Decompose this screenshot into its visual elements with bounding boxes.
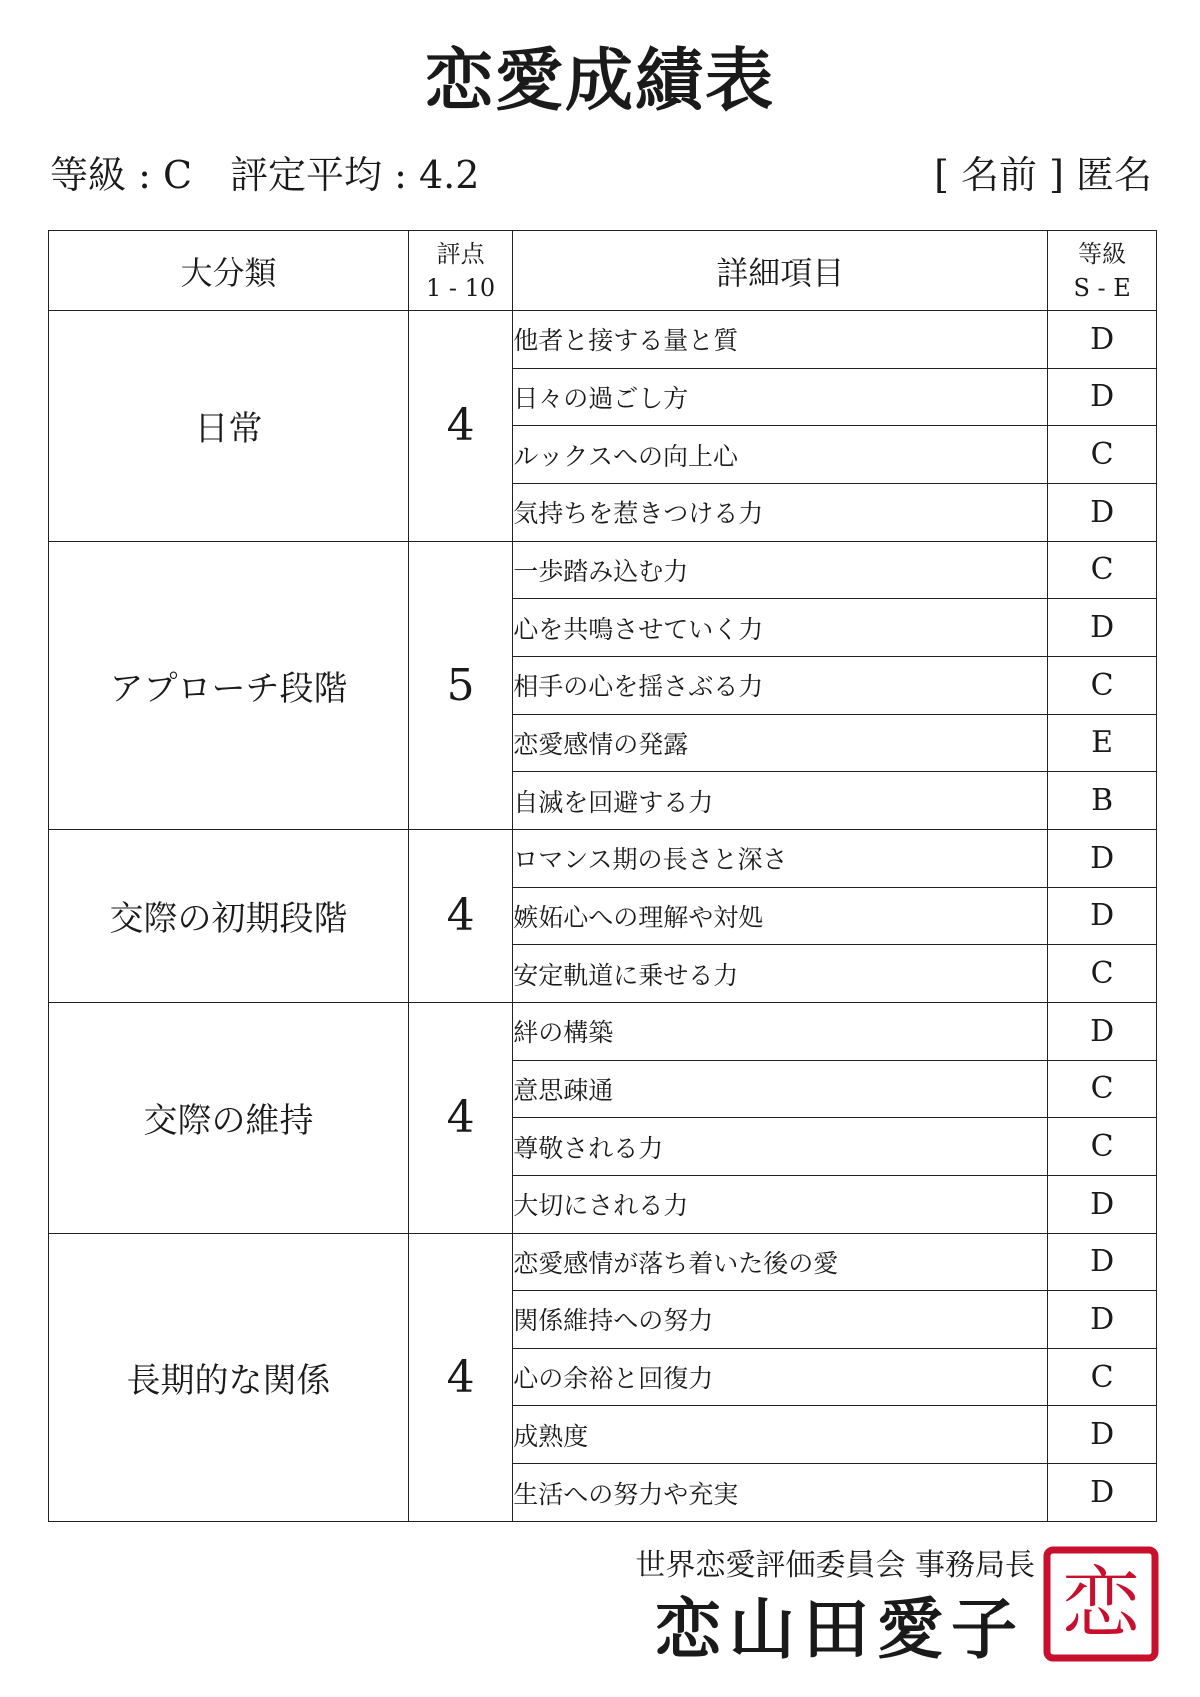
grade-cell: B	[1048, 772, 1157, 830]
grade-cell: C	[1048, 1348, 1157, 1406]
grade-cell: E	[1048, 714, 1157, 772]
grade-cell: D	[1048, 1175, 1157, 1233]
detail-item-cell: 一歩踏み込む力	[513, 541, 1048, 599]
detail-item-cell: 自滅を回避する力	[513, 772, 1048, 830]
table-row	[49, 1002, 1157, 1060]
category-cell: 長期的な関係	[49, 1233, 409, 1522]
detail-item-cell: ルックスへの向上心	[513, 426, 1048, 484]
score-cell: 4	[408, 829, 512, 1002]
overall-grade: 等級 : C	[50, 153, 193, 197]
grade-cell: C	[1048, 1118, 1157, 1176]
table-row	[49, 311, 1157, 369]
detail-item-cell: 恋愛感情の発露	[513, 714, 1048, 772]
grade-cell: D	[1048, 368, 1157, 426]
grade-cell: D	[1048, 829, 1157, 887]
header-score-title: 評点	[436, 239, 485, 268]
grade-cell: D	[1048, 483, 1157, 541]
header-detail: 詳細項目	[513, 231, 1048, 311]
grade-cell: C	[1048, 945, 1157, 1003]
header-grade	[1048, 231, 1157, 311]
grade-cell: C	[1048, 656, 1157, 714]
grade-cell: D	[1048, 887, 1157, 945]
table-row	[49, 1233, 1157, 1291]
grade-table	[48, 230, 1157, 1522]
table-row	[49, 541, 1157, 599]
seal-char: 恋	[1061, 1559, 1141, 1649]
table-row	[49, 829, 1157, 887]
category-cell: 日常	[49, 311, 409, 542]
detail-item-cell: 心を共鳴させていく力	[513, 599, 1048, 657]
grade-table-body	[49, 311, 1157, 1522]
grade-cell: C	[1048, 426, 1157, 484]
score-cell: 4	[408, 311, 512, 542]
category-cell: 交際の維持	[49, 1002, 409, 1233]
grade-cell: D	[1048, 1291, 1157, 1349]
detail-item-cell: 嫉妬心への理解や対処	[513, 887, 1048, 945]
detail-item-cell: 関係維持への努力	[513, 1291, 1048, 1349]
header-row	[49, 231, 1157, 311]
detail-item-cell: 心の余裕と回復力	[513, 1348, 1048, 1406]
name-field: [ 名前 ] 匿名	[934, 153, 1152, 197]
score-cell: 5	[408, 541, 512, 829]
average-score: 評定平均 : 4.2	[230, 153, 480, 197]
header-category: 大分類	[49, 231, 409, 311]
category-cell: アプローチ段階	[49, 541, 409, 829]
signature: 恋山田愛子	[655, 1591, 1025, 1668]
grade-cell: D	[1048, 1464, 1157, 1522]
detail-item-cell: 他者と接する量と質	[513, 311, 1048, 369]
detail-item-cell: 日々の過ごし方	[513, 368, 1048, 426]
grade-cell: D	[1048, 599, 1157, 657]
grade-cell: D	[1048, 311, 1157, 369]
detail-item-cell: 大切にされる力	[513, 1175, 1048, 1233]
category-cell: 交際の初期段階	[49, 829, 409, 1002]
score-cell: 4	[408, 1233, 512, 1522]
detail-item-cell: 絆の構築	[513, 1002, 1048, 1060]
detail-item-cell: 生活への努力や充実	[513, 1464, 1048, 1522]
detail-item-cell: ロマンス期の長さと深さ	[513, 829, 1048, 887]
grade-cell: D	[1048, 1233, 1157, 1291]
organization-title: 世界恋愛評価委員会 事務局長	[635, 1548, 1035, 1583]
detail-item-cell: 恋愛感情が落ち着いた後の愛	[513, 1233, 1048, 1291]
grade-cell: D	[1048, 1002, 1157, 1060]
grade-cell: D	[1048, 1406, 1157, 1464]
seal-stamp	[1042, 1545, 1160, 1663]
detail-item-cell: 安定軌道に乗せる力	[513, 945, 1048, 1003]
detail-item-cell: 相手の心を揺さぶる力	[513, 656, 1048, 714]
grade-cell: C	[1048, 1060, 1157, 1118]
header-score-range: 1 - 10	[426, 273, 496, 302]
detail-item-cell: 成熟度	[513, 1406, 1048, 1464]
header-grade-title: 等級	[1078, 239, 1127, 268]
header-grade-range: S - E	[1073, 273, 1131, 302]
grade-cell: C	[1048, 541, 1157, 599]
header-score	[408, 231, 512, 311]
score-cell: 4	[408, 1002, 512, 1233]
detail-item-cell: 意思疎通	[513, 1060, 1048, 1118]
page-title: 恋愛成績表	[424, 41, 775, 121]
detail-item-cell: 気持ちを惹きつける力	[513, 483, 1048, 541]
summary-line	[50, 150, 479, 200]
detail-item-cell: 尊敬される力	[513, 1118, 1048, 1176]
